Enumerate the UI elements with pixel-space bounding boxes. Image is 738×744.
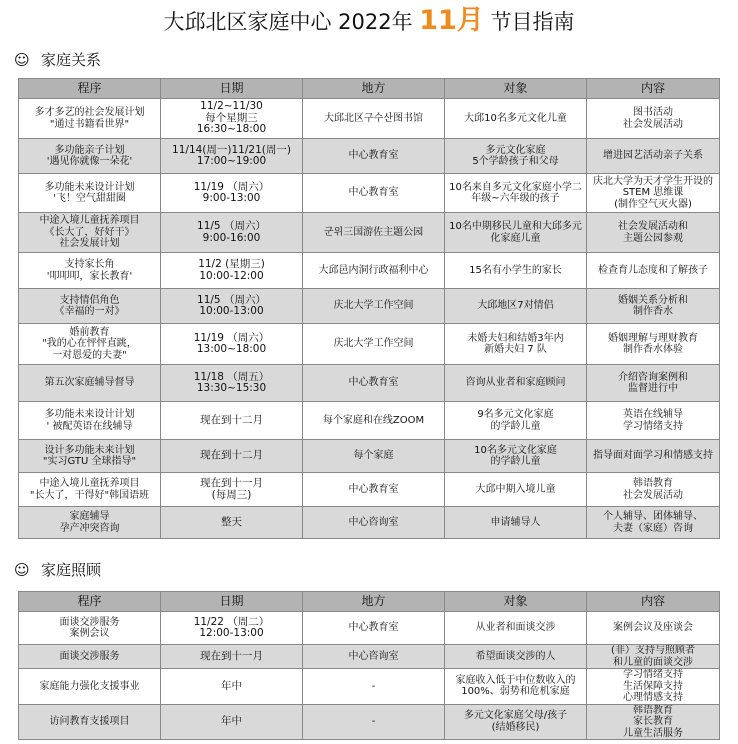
table-cell-date: 11/22 （周二） 12:00-13:00 bbox=[161, 612, 303, 645]
table-row bbox=[19, 440, 720, 473]
title-prefix: 大邱北区家庭中心 2022年 bbox=[163, 10, 420, 34]
table-cell-target: 希望面谈交涉的人 bbox=[445, 645, 587, 669]
table-cell-place: - bbox=[303, 669, 445, 705]
table-cell-target: 大邱10名多元文化儿童 bbox=[445, 99, 587, 139]
table-cell-date: 11/19 （周六） 13:00~18:00 bbox=[161, 324, 303, 365]
table-cell-place: 中心教育室 bbox=[303, 174, 445, 213]
table-cell-target: 申请辅导人 bbox=[445, 507, 587, 539]
table-row bbox=[19, 289, 720, 324]
column-header: 对象 bbox=[445, 79, 587, 99]
table-cell-place: 庆北大学工作空间 bbox=[303, 289, 445, 324]
table-row bbox=[19, 365, 720, 402]
table-cell-date: 11/18 （周五） 13:30~15:30 bbox=[161, 365, 303, 402]
table-row bbox=[19, 213, 720, 253]
table-cell-target: 未婚夫妇和结婚3年内 新婚夫妇 7 队 bbox=[445, 324, 587, 365]
table-cell-program: 多功能亲子计划 '遇见你就像一朵花' bbox=[19, 139, 161, 174]
table-cell-date: 11/14(周一)11/21(周一) 17:00~19:00 bbox=[161, 139, 303, 174]
table-cell-place: 每个家庭和在线ZOOM bbox=[303, 402, 445, 440]
section-title: 家庭照顾 bbox=[41, 561, 102, 579]
column-header: 地方 bbox=[303, 592, 445, 612]
table-row bbox=[19, 669, 720, 705]
table-cell-place: 庆北大学工作空间 bbox=[303, 324, 445, 365]
table-cell-place: 中心教育室 bbox=[303, 473, 445, 507]
table-cell-program: 支持家长角 '叩叩叩，家长教育' bbox=[19, 253, 161, 289]
table-cell-content: 案例会议及座谈会 bbox=[587, 612, 720, 645]
column-header: 内容 bbox=[587, 79, 720, 99]
table-cell-date: 现在到十二月 bbox=[161, 440, 303, 473]
table-row bbox=[19, 507, 720, 539]
column-header: 日期 bbox=[161, 79, 303, 99]
table-cell-date: 现在到十二月 bbox=[161, 402, 303, 440]
table-cell-date: 11/19 （周六） 9:00-13:00 bbox=[161, 174, 303, 213]
table-cell-content: 增进园艺活动亲子关系 bbox=[587, 139, 720, 174]
table-cell-program: 面谈交涉服务 bbox=[19, 645, 161, 669]
column-header: 内容 bbox=[587, 592, 720, 612]
page-title bbox=[0, 4, 738, 38]
title-month: 11月 bbox=[419, 5, 484, 36]
table-cell-target: 大邱中期入境儿童 bbox=[445, 473, 587, 507]
family-relations-table bbox=[18, 78, 720, 539]
table-cell-date: 整天 bbox=[161, 507, 303, 539]
table-cell-date: 11/5 （周六） 9:00-16:00 bbox=[161, 213, 303, 253]
table-cell-date: 11/2~11/30 每个星期三 16:30~18:00 bbox=[161, 99, 303, 139]
table-header-row bbox=[19, 79, 720, 99]
table-cell-target: 9名多元文化家庭 的学龄儿童 bbox=[445, 402, 587, 440]
table-cell-date: 年中 bbox=[161, 704, 303, 740]
section-heading-family-care bbox=[14, 560, 101, 580]
table-cell-program: 多功能未来设计计划 '飞！空气甜甜圈 bbox=[19, 174, 161, 213]
table-row bbox=[19, 402, 720, 440]
table-cell-program: 家庭能力强化支援事业 bbox=[19, 669, 161, 705]
table-cell-target: 10名中期移民儿童和大邱多元化家庭儿童 bbox=[445, 213, 587, 253]
table-cell-program: 面谈交涉服务 案例会议 bbox=[19, 612, 161, 645]
table-cell-place: 大邱邑内洞行政福利中心 bbox=[303, 253, 445, 289]
table-cell-date: 现在到十一月 bbox=[161, 645, 303, 669]
table-cell-content: 个人辅导、团体辅导、 夫妻（家庭）咨询 bbox=[587, 507, 720, 539]
table-cell-date: 现在到十一月 (每周三) bbox=[161, 473, 303, 507]
table-cell-program: 中途入境儿童抚养项目 《长大了，好好干》 社会发展计划 bbox=[19, 213, 161, 253]
section-heading-family-relations bbox=[14, 50, 101, 70]
table-cell-place: - bbox=[303, 704, 445, 740]
table-cell-target: 15名有小学生的家长 bbox=[445, 253, 587, 289]
table-row bbox=[19, 324, 720, 365]
table-cell-place: 中心教育室 bbox=[303, 365, 445, 402]
smiley-icon: ☺ bbox=[14, 51, 30, 69]
table-cell-date: 11/2 (星期三) 10:00-12:00 bbox=[161, 253, 303, 289]
table-header-row bbox=[19, 592, 720, 612]
table-cell-program: 婚前教育 "我的心在怦怦直跳， 一对恩爱的夫妻" bbox=[19, 324, 161, 365]
table-cell-date: 年中 bbox=[161, 669, 303, 705]
table-cell-place: 中心教育室 bbox=[303, 139, 445, 174]
column-header: 对象 bbox=[445, 592, 587, 612]
table-cell-program: 家庭辅导 孕产冲突咨询 bbox=[19, 507, 161, 539]
table-row bbox=[19, 473, 720, 507]
table-cell-target: 咨询从业者和家庭顾问 bbox=[445, 365, 587, 402]
table-cell-place: 每个家庭 bbox=[303, 440, 445, 473]
table-cell-content: 介绍咨询案例和 监督进行中 bbox=[587, 365, 720, 402]
table-cell-target: 大邱地区7对情侣 bbox=[445, 289, 587, 324]
table-row bbox=[19, 704, 720, 740]
table-row bbox=[19, 645, 720, 669]
table-cell-content: 社会发展活动和 主题公园参观 bbox=[587, 213, 720, 253]
table-cell-content: 韩语教育 家长教育 儿童生活服务 bbox=[587, 704, 720, 740]
table-cell-target: 多元文化家庭父母/孩子 (结婚移民) bbox=[445, 704, 587, 740]
table-cell-program: 第五次家庭辅导督导 bbox=[19, 365, 161, 402]
table-cell-place: 中心咨询室 bbox=[303, 645, 445, 669]
table-row bbox=[19, 139, 720, 174]
table-cell-target: 10名多元文化家庭 的学龄儿童 bbox=[445, 440, 587, 473]
table-cell-place: 中心咨询室 bbox=[303, 507, 445, 539]
column-header: 程序 bbox=[19, 79, 161, 99]
table-cell-program: 多才多艺的社会发展计划 "通过书籍看世界" bbox=[19, 99, 161, 139]
section-title: 家庭关系 bbox=[41, 51, 102, 69]
table-cell-content: 英语在线辅导 学习情绪支持 bbox=[587, 402, 720, 440]
table-cell-content: 婚姻关系分析和 制作香水 bbox=[587, 289, 720, 324]
table-cell-content: 学习情绪支持 生活保障支持 心理情感支持 bbox=[587, 669, 720, 705]
title-suffix: 节目指南 bbox=[483, 10, 575, 34]
table-cell-content: 指导面对面学习和情感支持 bbox=[587, 440, 720, 473]
table-row bbox=[19, 174, 720, 213]
family-care-table bbox=[18, 591, 720, 740]
table-cell-place: 中心教育室 bbox=[303, 612, 445, 645]
column-header: 日期 bbox=[161, 592, 303, 612]
table-cell-date: 11/5 （周六） 10:00-13:00 bbox=[161, 289, 303, 324]
table-cell-target: 10名来自多元文化家庭小学二年级~六年级的孩子 bbox=[445, 174, 587, 213]
table-cell-content: 检查育儿态度和了解孩子 bbox=[587, 253, 720, 289]
table-cell-target: 多元文化家庭 5个学龄孩子和父母 bbox=[445, 139, 587, 174]
table-cell-place: 大邱北区구수산图书馆 bbox=[303, 99, 445, 139]
column-header: 程序 bbox=[19, 592, 161, 612]
table-cell-place: 군위三国游佐主题公园 bbox=[303, 213, 445, 253]
table-row bbox=[19, 253, 720, 289]
smiley-icon: ☺ bbox=[14, 561, 30, 579]
column-header: 地方 bbox=[303, 79, 445, 99]
table-cell-program: 访问教育支援项目 bbox=[19, 704, 161, 740]
table-cell-program: 支持情侣角色 《幸福的一对》 bbox=[19, 289, 161, 324]
table-cell-content: (非）支持与照顾者 和儿童的面谈交涉 bbox=[587, 645, 720, 669]
table-cell-program: 中途入境儿童抚养项目 "长大了，干得好"韩国语班 bbox=[19, 473, 161, 507]
table-cell-program: 设计多功能未来计划 "实习GTU 全球指导" bbox=[19, 440, 161, 473]
table-row bbox=[19, 612, 720, 645]
table-cell-content: 图书活动 社会发展活动 bbox=[587, 99, 720, 139]
table-row bbox=[19, 99, 720, 139]
table-cell-target: 家庭收入低于中位数收入的100%、弱势和危机家庭 bbox=[445, 669, 587, 705]
table-cell-target: 从业者和面谈交涉 bbox=[445, 612, 587, 645]
table-cell-content: 韩语教育 社会发展活动 bbox=[587, 473, 720, 507]
table-cell-program: 多功能未来设计计划 ' 被配英语在线辅导 bbox=[19, 402, 161, 440]
table-cell-content: 婚姻理解与理财教育 制作香水体验 bbox=[587, 324, 720, 365]
table-cell-content: 庆北大学为天才学生开设的STEM 思维课 (制作空气灭火器) bbox=[587, 174, 720, 213]
